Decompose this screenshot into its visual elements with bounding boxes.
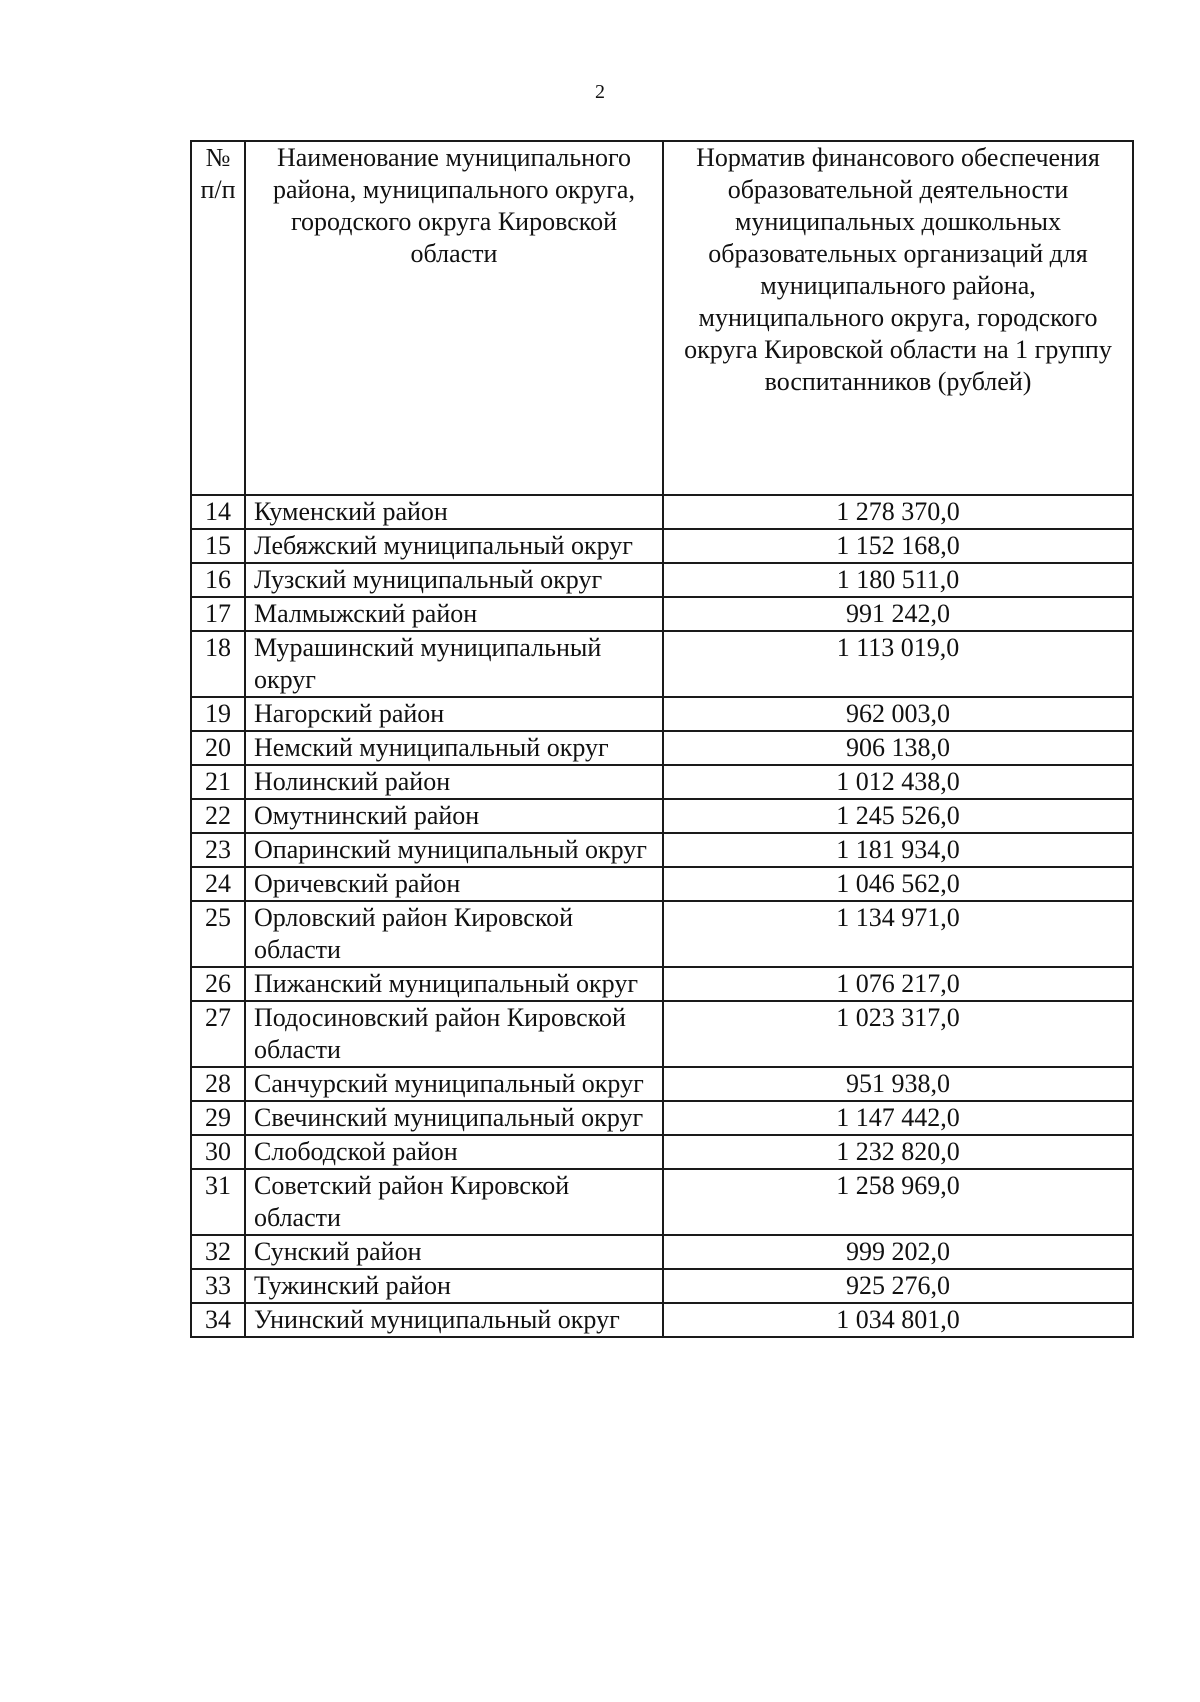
header-row	[191, 141, 1133, 495]
table-row	[191, 495, 1133, 529]
table-row	[191, 799, 1133, 833]
municipality-name: Оричевский район	[245, 867, 663, 901]
municipality-name: Лузский муниципальный округ	[245, 563, 663, 597]
table-row	[191, 1169, 1133, 1235]
row-number: 31	[191, 1169, 245, 1235]
norm-value: 1 258 969,0	[663, 1169, 1133, 1235]
table-body	[191, 495, 1133, 1337]
municipality-name: Слободской район	[245, 1135, 663, 1169]
norm-value: 1 012 438,0	[663, 765, 1133, 799]
municipality-name: Санчурский муниципальный округ	[245, 1067, 663, 1101]
row-number: 25	[191, 901, 245, 967]
norm-value: 1 134 971,0	[663, 901, 1133, 967]
table-row	[191, 967, 1133, 1001]
table-row	[191, 867, 1133, 901]
row-number: 15	[191, 529, 245, 563]
table-row	[191, 1303, 1133, 1337]
municipality-name: Немский муниципальный округ	[245, 731, 663, 765]
norm-value: 1 023 317,0	[663, 1001, 1133, 1067]
norm-value: 951 938,0	[663, 1067, 1133, 1101]
norm-value: 1 232 820,0	[663, 1135, 1133, 1169]
norm-value: 1 147 442,0	[663, 1101, 1133, 1135]
table-row	[191, 563, 1133, 597]
row-number: 29	[191, 1101, 245, 1135]
municipality-name: Опаринский муниципальный округ	[245, 833, 663, 867]
row-number: 30	[191, 1135, 245, 1169]
row-number: 26	[191, 967, 245, 1001]
table-row	[191, 765, 1133, 799]
table-row	[191, 1067, 1133, 1101]
row-number: 23	[191, 833, 245, 867]
row-number: 21	[191, 765, 245, 799]
table-row	[191, 1001, 1133, 1067]
row-number: 14	[191, 495, 245, 529]
header-number: № п/п	[191, 141, 245, 495]
table-row	[191, 1235, 1133, 1269]
municipality-name: Тужинский район	[245, 1269, 663, 1303]
norm-value: 962 003,0	[663, 697, 1133, 731]
norm-value: 1 278 370,0	[663, 495, 1133, 529]
table-row	[191, 731, 1133, 765]
municipality-name: Лебяжский муниципальный округ	[245, 529, 663, 563]
table-row	[191, 833, 1133, 867]
municipality-name: Свечинский муниципальный округ	[245, 1101, 663, 1135]
funding-norm-table	[190, 140, 1134, 1338]
norm-value: 1 076 217,0	[663, 967, 1133, 1001]
table-row	[191, 901, 1133, 967]
norm-value: 1 152 168,0	[663, 529, 1133, 563]
page-number: 2	[595, 81, 605, 103]
municipality-name: Пижанский муниципальный округ	[245, 967, 663, 1001]
norm-value: 1 245 526,0	[663, 799, 1133, 833]
row-number: 34	[191, 1303, 245, 1337]
norm-value: 906 138,0	[663, 731, 1133, 765]
municipality-name: Подосиновский район Кировской области	[245, 1001, 663, 1067]
municipality-name: Орловский район Кировской области	[245, 901, 663, 967]
table-header	[191, 141, 1133, 495]
table-row	[191, 697, 1133, 731]
municipality-name: Нагорский район	[245, 697, 663, 731]
row-number: 24	[191, 867, 245, 901]
row-number: 27	[191, 1001, 245, 1067]
row-number: 28	[191, 1067, 245, 1101]
row-number: 16	[191, 563, 245, 597]
norm-value: 1 181 934,0	[663, 833, 1133, 867]
table-row	[191, 1135, 1133, 1169]
row-number: 33	[191, 1269, 245, 1303]
header-norm-value: Норматив финансового обеспечения образовательной деятельности муниципальных дошкольных образовательных организаций для муниципального района, муниципального округа, городского округа Кировской области на 1 группу воспитанников (рублей)	[663, 141, 1133, 495]
table-row	[191, 597, 1133, 631]
municipality-name: Советский район Кировской области	[245, 1169, 663, 1235]
row-number: 20	[191, 731, 245, 765]
table-row	[191, 1269, 1133, 1303]
row-number: 22	[191, 799, 245, 833]
municipality-name: Мурашинский муниципальный округ	[245, 631, 663, 697]
municipality-name: Омутнинский район	[245, 799, 663, 833]
norm-value: 1 113 019,0	[663, 631, 1133, 697]
municipality-name: Сунский район	[245, 1235, 663, 1269]
row-number: 17	[191, 597, 245, 631]
norm-value: 1 046 562,0	[663, 867, 1133, 901]
row-number: 18	[191, 631, 245, 697]
row-number: 32	[191, 1235, 245, 1269]
table-row	[191, 1101, 1133, 1135]
norm-value: 1 180 511,0	[663, 563, 1133, 597]
municipality-name: Малмыжский район	[245, 597, 663, 631]
norm-value: 999 202,0	[663, 1235, 1133, 1269]
municipality-name: Унинский муниципальный округ	[245, 1303, 663, 1337]
table-row	[191, 631, 1133, 697]
municipality-name: Нолинский район	[245, 765, 663, 799]
header-name: Наименование муниципального района, муниципального округа, городского округа Кировской области	[245, 141, 663, 495]
norm-value: 991 242,0	[663, 597, 1133, 631]
table-row	[191, 529, 1133, 563]
municipality-name: Куменский район	[245, 495, 663, 529]
norm-value: 1 034 801,0	[663, 1303, 1133, 1337]
norm-value: 925 276,0	[663, 1269, 1133, 1303]
row-number: 19	[191, 697, 245, 731]
